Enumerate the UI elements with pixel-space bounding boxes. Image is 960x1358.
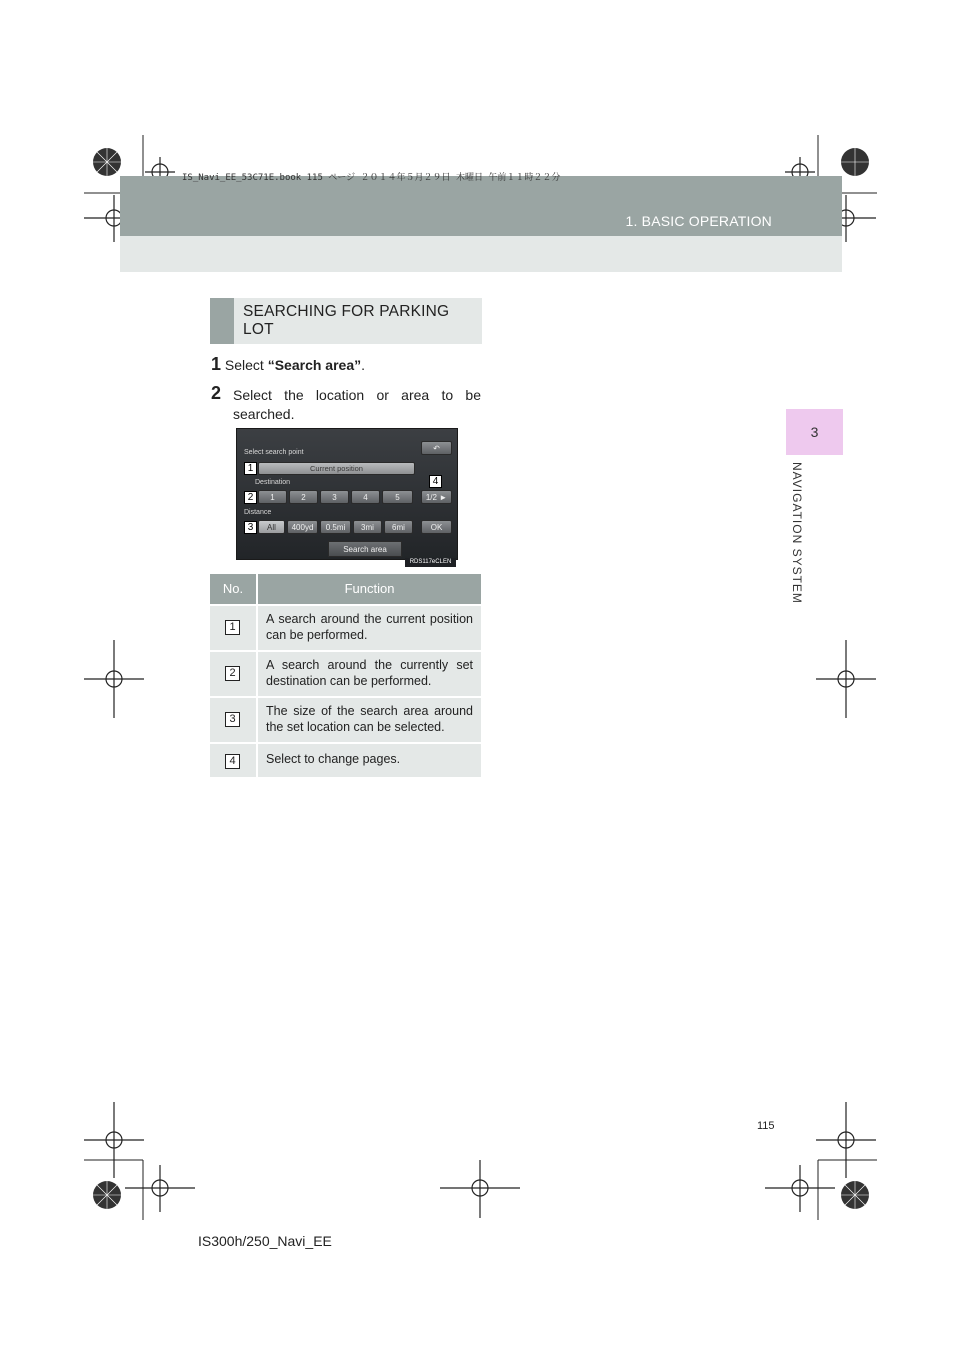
image-code: RDS117eCLEN (405, 558, 456, 567)
table-row (210, 652, 256, 696)
row-number: 4 (225, 754, 240, 769)
row-function: A search around the current position can be performed. (266, 612, 473, 642)
row-function: Select to change pages. (266, 752, 401, 766)
callout-1: 1 (244, 462, 257, 475)
chapter-label: NAVIGATION SYSTEM (790, 462, 804, 604)
step-number: 2 (211, 383, 222, 403)
back-arrow-icon: ↶ (433, 444, 440, 453)
screen-title: Select search point (244, 449, 304, 456)
distance-button-0-5mi[interactable]: 0.5mi (320, 520, 351, 534)
callout-4: 4 (429, 475, 442, 488)
step-number: 1 (211, 354, 222, 374)
chapter-number: 3 (810, 424, 819, 440)
distance-button-3mi[interactable]: 3mi (353, 520, 382, 534)
function-table (210, 574, 481, 777)
table-row (210, 698, 256, 742)
step-1: 1 Select “Search area”. (211, 354, 366, 374)
header-function: Function (344, 581, 395, 596)
destination-button-2[interactable]: 2 (289, 490, 318, 504)
destination-button-5[interactable]: 5 (382, 490, 413, 504)
row-function: The size of the search area around the set location can be selected. (266, 704, 473, 734)
print-meta: IS_Navi_EE_53C71E.book 115 ページ ２０１４年５月２９日 木曜日 午前１１時２２分 (182, 173, 561, 183)
back-button[interactable] (421, 441, 452, 455)
row-number: 1 (225, 620, 240, 635)
table-header (210, 574, 481, 604)
destination-button-4[interactable]: 4 (351, 490, 380, 504)
step-2-text: Select the location or area to be searched. (233, 387, 481, 422)
header-section-title: 1. BASIC OPERATION (625, 213, 772, 229)
destination-label: Destination (255, 479, 291, 486)
current-position-button[interactable]: Current position (258, 462, 415, 475)
page-button[interactable]: 1/2 ► (421, 490, 452, 504)
table-row (210, 744, 256, 777)
callout-2: 2 (244, 491, 257, 504)
distance-label: Distance (244, 509, 272, 516)
distance-button-6mi[interactable]: 6mi (384, 520, 413, 534)
header-subbar (120, 236, 842, 272)
row-function: A search around the currently set destination can be performed. (266, 658, 473, 688)
header-no: No. (222, 581, 244, 596)
destination-button-1[interactable]: 1 (258, 490, 287, 504)
search-area-tab[interactable]: Search area (328, 541, 402, 557)
section-heading-title: SEARCHING FOR PARKING LOT (243, 303, 450, 338)
step-1-bold: “Search area” (267, 357, 362, 373)
distance-button-400yd[interactable]: 400yd (287, 520, 318, 534)
nav-screen (236, 428, 458, 560)
ok-button[interactable]: OK (421, 520, 452, 534)
footer-model: IS300h/250_Navi_EE (198, 1233, 332, 1249)
row-number: 2 (225, 666, 240, 681)
callout-3: 3 (244, 521, 257, 534)
row-number: 3 (225, 712, 240, 727)
distance-button-all[interactable]: All (258, 520, 285, 534)
destination-button-3[interactable]: 3 (320, 490, 349, 504)
step-2 (211, 383, 481, 422)
table-row (210, 606, 256, 650)
section-heading-bar (210, 298, 234, 344)
page-number: 115 (757, 1120, 775, 1132)
